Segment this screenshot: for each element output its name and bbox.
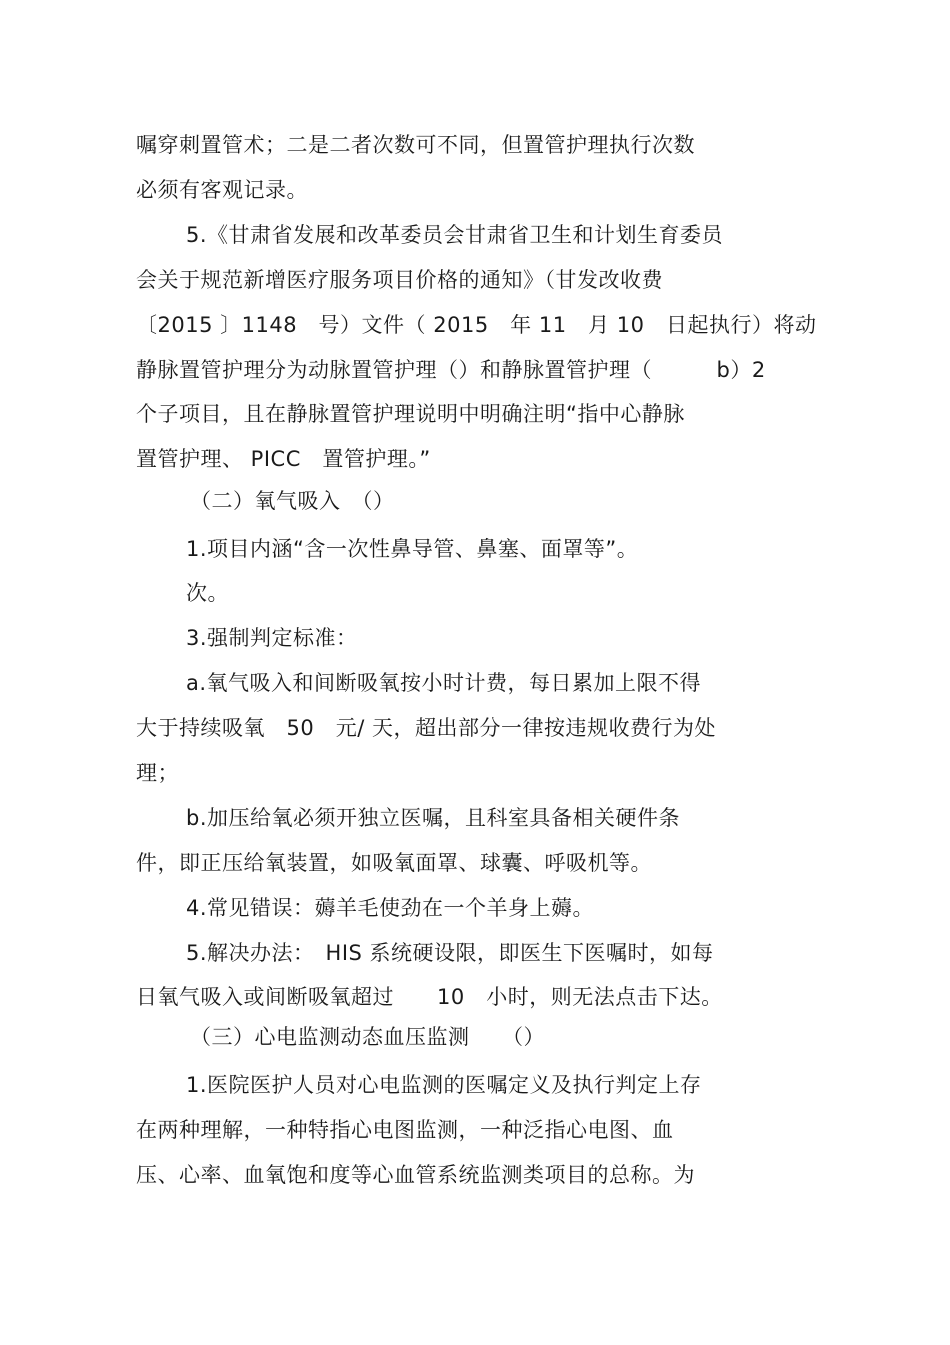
text-line: 3.强制判定标准：: [186, 626, 358, 650]
text-line: 〔2015 〕1148 号）文件（ 2015 年 11 月 10 日起执行）将动: [136, 313, 817, 337]
text-line: b.加压给氧必须开独立医嘱，且科室具备相关硬件条: [186, 806, 681, 830]
text-line: 4.常见错误：薅羊毛使劲在一个羊身上薅。: [186, 896, 595, 920]
text-line: 会关于规范新增医疗服务项目价格的通知》（甘发改收费: [136, 268, 663, 292]
text-line: 次。: [186, 581, 229, 605]
text-line: 静脉置管护理分为动脉置管护理（）和静脉置管护理（ b）2: [136, 358, 766, 382]
text-line: 在两种理解，一种特指心电图监测，一种泛指心电图、血: [136, 1118, 674, 1142]
text-line: 大于持续吸氧 50 元/ 天，超出部分一律按违规收费行为处: [136, 716, 716, 740]
text-line: a.氧气吸入和间断吸氧按小时计费，每日累加上限不得: [186, 671, 702, 695]
text-line: 嘱穿刺置管术；二是二者次数可不同，但置管护理执行次数: [136, 133, 695, 157]
text-line: 必须有客观记录。: [136, 178, 308, 202]
text-line: 1.医院医护人员对心电监测的医嘱定义及执行判定上存: [186, 1073, 702, 1097]
text-line: 置管护理、 PICC 置管护理。”: [136, 447, 431, 471]
text-line: 件，即正压给氧装置，如吸氧面罩、球囊、呼吸机等。: [136, 851, 652, 875]
text-line: 理；: [136, 761, 179, 785]
text-line: 1.项目内涵“含一次性鼻导管、鼻塞、面罩等”。: [186, 537, 639, 561]
text-line: 5.《甘肃省发展和改革委员会甘肃省卫生和计划生育委员: [186, 223, 724, 247]
text-line: 日氧气吸入或间断吸氧超过 10 小时，则无法点击下达。: [136, 985, 723, 1009]
text-line: 5.解决办法： HIS 系统硬设限，即医生下医嘱时，如每: [186, 941, 714, 965]
text-line: 个子项目，且在静脉置管护理说明中明确注明“指中心静脉: [136, 402, 685, 426]
section-heading: （三）心电监测动态血压监测 （）: [190, 1025, 545, 1049]
text-line: 压、心率、血氧饱和度等心血管系统监测类项目的总称。为: [136, 1163, 695, 1187]
section-heading: （二）氧气吸入 （）: [190, 489, 395, 513]
